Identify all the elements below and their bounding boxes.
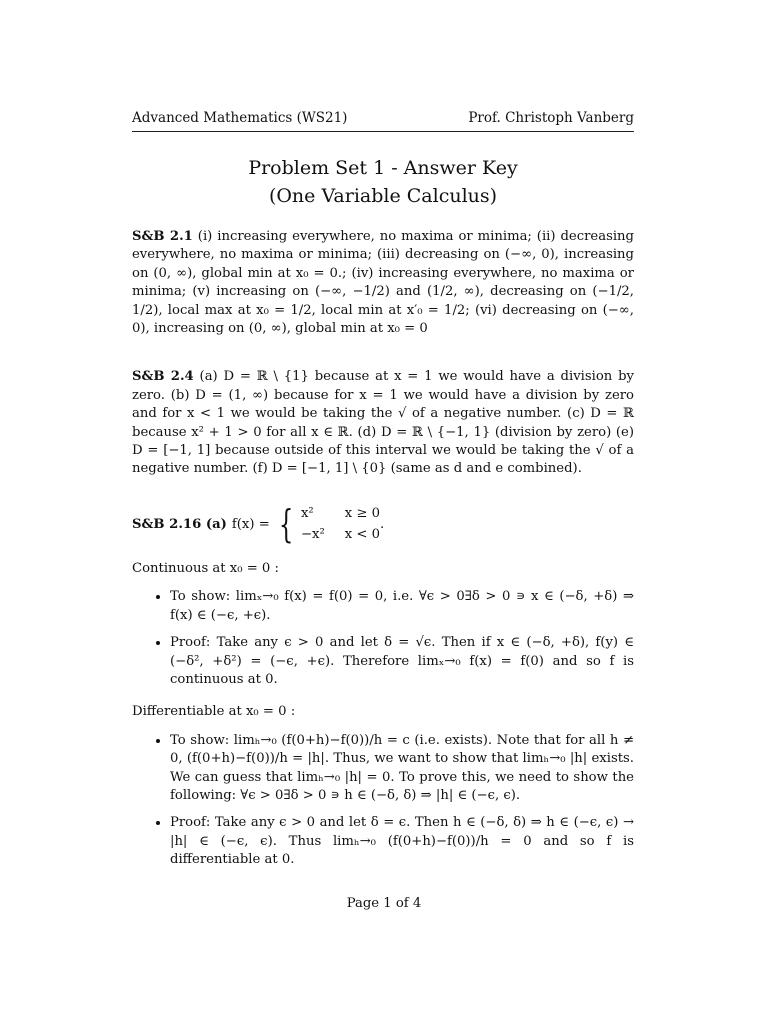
- piecewise-definition: [132, 502, 634, 547]
- continuity-heading: Continuous at x₀ = 0 :: [132, 560, 279, 576]
- case-2-expression: −x²: [300, 526, 325, 542]
- document-page: [132, 108, 634, 879]
- problem-label: S&B 2.4: [132, 369, 194, 385]
- instructor-name: Prof. Christoph Vanberg: [468, 110, 634, 126]
- continuity-list: [132, 588, 634, 689]
- list-item: • To show: limₕ→₀ (f(0+h)−f(0))/h = c (i.e. exists). Note that for all h ≠ 0, (f(0+h)−f(0))/h = |h|. Thus, we want to show that limₕ→₀ |h| exists. We can guess that limₕ→₀ |h| = 0. To prove this, we need to show the following: ∀ϵ > 0∃δ > 0 ∍ h ∈ (−δ, δ) ⇒ |h| ∈ (−ϵ, ϵ).: [170, 732, 634, 806]
- list-item: • Proof: Take any ϵ > 0 and let δ = ϵ. Then h ∈ (−δ, δ) ⇒ h ∈ (−ϵ, ϵ) → |h| ∈ (−ϵ, ϵ). Thus limₕ→₀ (f(0+h)−f(0))/h = 0 and so f is differentiable at 0.: [170, 814, 634, 869]
- running-header: [132, 108, 634, 132]
- problem-label: S&B 2.1: [132, 229, 193, 244]
- case-1-condition: x ≥ 0: [344, 505, 380, 521]
- left-brace: {: [278, 502, 294, 547]
- course-title: Advanced Mathematics (WS21): [132, 110, 348, 126]
- differentiability-list: [132, 732, 634, 870]
- page-number: Page 1 of 4: [346, 896, 422, 911]
- answer-text: (a) D = ℝ \ {1} because at x = 1 we would have a division by zero. (b) D = (1, ∞) because for x = 1 we would have a division by zero and for x < 1 we would be taking the √ of a negative number. (c) D = ℝ because x² + 1 > 0 for all x ∈ ℝ. (d) D = ℝ \ {−1, 1} (division by zero) (e) D = [−1, 1] because outside of this interval we would be taking the √ of a negative number. (f) D = [−1, 1] \ {0} (same as d and e combined).: [132, 369, 634, 477]
- list-item: • Proof: Take any ϵ > 0 and let δ = √ϵ. Then if x ∈ (−δ, +δ), f(y) ∈ (−δ², +δ²) = (−ϵ, +ϵ). Therefore limₓ→₀ f(x) = f(0) and so f is continuous at 0.: [170, 634, 634, 689]
- function-lhs: f(x) =: [231, 516, 270, 532]
- differentiability-heading: Differentiable at x₀ = 0 :: [132, 704, 296, 720]
- case-1-expression: x²: [300, 505, 314, 521]
- problem-label: S&B 2.16 (a): [132, 516, 227, 532]
- list-item: • To show: limₓ→₀ f(x) = f(0) = 0, i.e. ∀ϵ > 0∃δ > 0 ∍ x ∈ (−δ, +δ) ⇒ f(x) ∈ (−ϵ, +ϵ).: [170, 588, 634, 625]
- answer-sb-2-1: [132, 228, 634, 338]
- title-line-1: Problem Set 1 - Answer Key: [248, 157, 518, 179]
- cases-grid: [301, 505, 380, 544]
- answer-text: (i) increasing everywhere, no maxima or minima; (ii) decreasing everywhere, no maxima or minima; (iii) decreasing on (−∞, 0), increasing on (0, ∞), global min at x₀ = 0.; (iv) increasing everywhere, no maxima or minima; (v) increasing on (−∞, −1/2) and (1/2, ∞), decreasing on (−1/2, 1/2), local max at x₀ = 1/2, local min at x′₀ = 1/2; (vi) decreasing on (−∞, 0), increasing on (0, ∞), global min at x₀ = 0: [132, 229, 634, 337]
- case-2-condition: x < 0: [344, 526, 380, 542]
- period: .: [380, 516, 385, 532]
- document-title: [132, 154, 634, 210]
- answer-sb-2-4: [132, 368, 634, 478]
- title-line-2: (One Variable Calculus): [268, 185, 498, 207]
